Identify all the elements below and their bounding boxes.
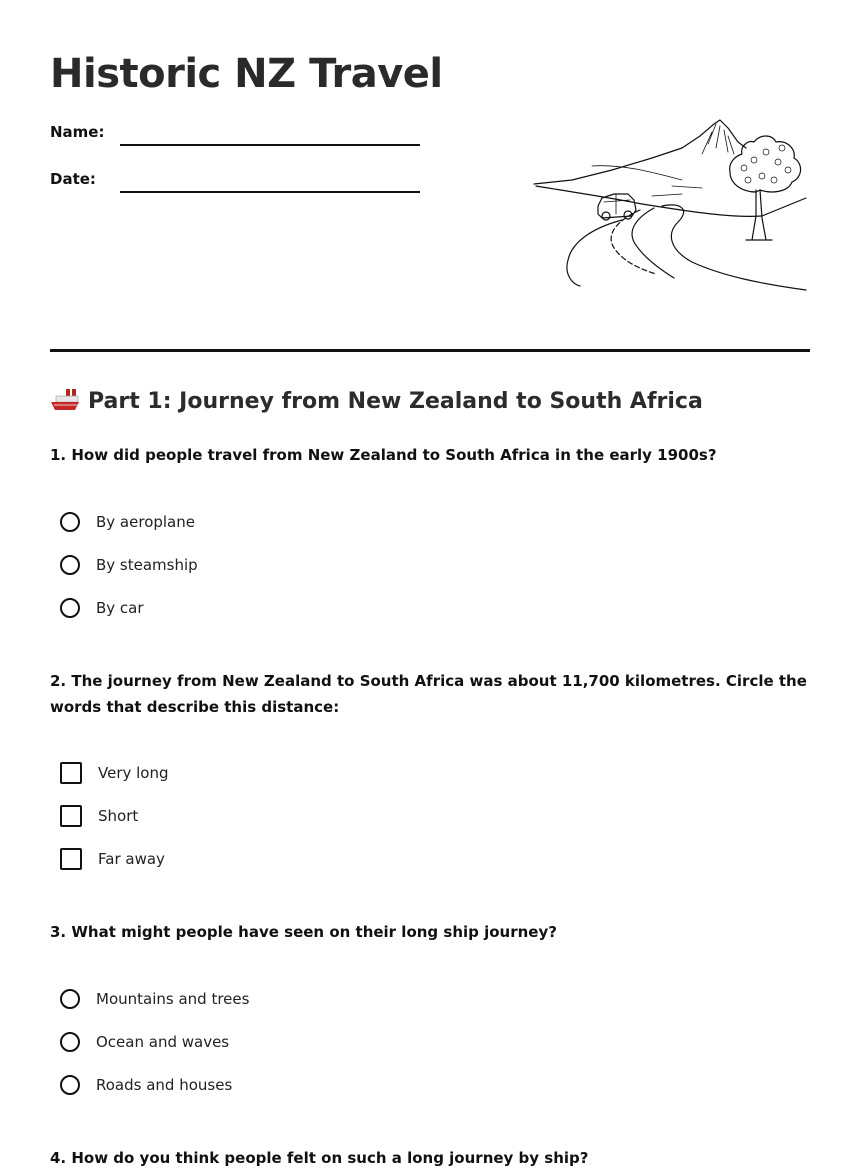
q2-option-far-away[interactable]: [60, 846, 165, 872]
question-3: 3. What might people have seen on their long ship journey?: [50, 923, 557, 941]
radio-button[interactable]: [60, 555, 80, 575]
q2-option-short[interactable]: [60, 803, 138, 829]
q1-option-aeroplane[interactable]: [60, 509, 195, 535]
option-label: By car: [96, 599, 144, 617]
date-input-line[interactable]: [120, 191, 420, 193]
option-label: Short: [98, 807, 139, 825]
option-label: Far away: [98, 850, 165, 868]
option-label: Ocean and waves: [96, 1033, 230, 1051]
radio-button[interactable]: [60, 598, 80, 618]
q3-option-ocean[interactable]: [60, 1029, 229, 1055]
option-label: Very long: [98, 764, 169, 782]
ship-icon: [50, 388, 80, 414]
q3-option-mountains[interactable]: [60, 986, 249, 1012]
radio-button[interactable]: [60, 1075, 80, 1095]
checkbox[interactable]: [60, 805, 82, 827]
radio-button[interactable]: [60, 1032, 80, 1052]
q1-option-car[interactable]: [60, 595, 144, 621]
question-2: 2. The journey from New Zealand to South Africa was about 11,700 kilometres. Circle the words that describe this distance:: [50, 672, 807, 716]
name-field: [50, 123, 430, 153]
option-label: Roads and houses: [96, 1076, 233, 1094]
q1-option-steamship[interactable]: [60, 552, 198, 578]
checkbox[interactable]: [60, 762, 82, 784]
q2-option-very-long[interactable]: [60, 760, 169, 786]
option-label: By aeroplane: [96, 513, 195, 531]
checkbox[interactable]: [60, 848, 82, 870]
section-divider: [50, 349, 810, 352]
worksheet-title: Historic NZ Travel: [50, 51, 443, 97]
option-label: Mountains and trees: [96, 990, 250, 1008]
date-label: Date:: [50, 170, 96, 188]
landscape-car-road-illustration: [532, 118, 812, 298]
radio-button[interactable]: [60, 512, 80, 532]
radio-button[interactable]: [60, 989, 80, 1009]
part1-title: [50, 388, 703, 414]
name-label: Name:: [50, 123, 105, 141]
name-input-line[interactable]: [120, 144, 420, 146]
date-field: [50, 170, 430, 200]
question-4: 4. How do you think people felt on such a long journey by ship?: [50, 1149, 589, 1167]
part1-title-text: Part 1: Journey from New Zealand to South Africa: [88, 388, 703, 414]
option-label: By steamship: [96, 556, 198, 574]
question-1: 1. How did people travel from New Zealand to South Africa in the early 1900s?: [50, 446, 717, 464]
q3-option-roads[interactable]: [60, 1072, 232, 1098]
